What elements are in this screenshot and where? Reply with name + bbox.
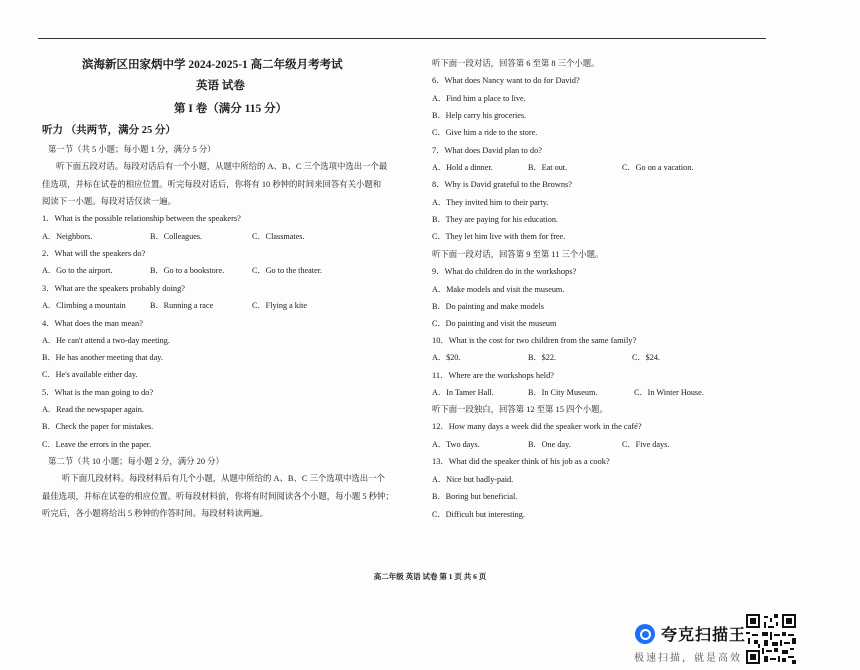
q7-option-a: A．Hold a dinner. [432,163,493,172]
question-6: 6．What does Nancy want to do for David? [432,76,580,85]
listening-heading: 听力 （共两节，满分 25 分） [42,125,176,136]
q1-option-c: C．Classmates. [252,232,305,241]
qr-code-icon [746,614,796,664]
exam-title: 滨海新区田家炳中学 2024-2025-1 高二年级月考考试 [82,59,343,71]
q12-option-a: A．Two days. [432,440,480,449]
q8-option-a: A．They invited him to their party. [432,198,549,207]
question-13: 13．What did the speaker think of his job as a cook? [432,457,610,466]
question-11: 11．Where are the workshops held? [432,371,555,380]
instruction-q9-11: 听下面一段对话，回答第 9 至第 11 三个小题。 [432,250,604,259]
q13-option-c: C．Difficult but interesting. [432,510,525,519]
top-rule [38,38,766,39]
q5-option-a: A．Read the newspaper again. [42,405,144,414]
q11-option-a: A．In Tamer Hall. [432,388,494,397]
q5-option-b: B．Check the paper for mistakes. [42,422,154,431]
part-heading: 第 I 卷（满分 115 分） [174,103,288,115]
q12-option-c: C．Five days. [622,440,670,449]
q13-option-b: B．Boring but beneficial. [432,492,518,501]
q8-option-b: B．They are paying for his education. [432,215,558,224]
question-2: 2．What will the speakers do? [42,249,146,258]
q10-option-c: C．$24. [632,353,660,362]
q11-option-b: B．In City Museum. [528,388,598,397]
section2-heading: 第二节（共 10 小题；每小题 2 分，满分 20 分） [48,457,224,466]
question-9: 9．What do children do in the workshops? [432,267,577,276]
q5-option-c: C．Leave the errors in the paper. [42,440,152,449]
q3-option-c: C．Flying a kite [252,301,308,310]
q7-option-b: B．Eat out. [528,163,568,172]
section1-instruction-1: 听下面五段对话。每段对话后有一个小题，从题中所给的 A、B、C 三个选项中选出一个最 [56,162,388,171]
question-1: 1．What is the possible relationship between the speakers? [42,214,241,223]
section2-instruction-2: 最佳选项，并标在试卷的相应位置。听每段材料前，你将有时间阅读各个小题，每小题 5 秒钟； [42,492,394,501]
brand-slogan: 极速扫描，就是高效 [634,653,742,664]
q6-option-c: C．Give him a ride to the store. [432,128,538,137]
q7-option-c: C．Go on a vacation. [622,163,694,172]
q9-option-c: C．Do painting and visit the museum [432,319,557,328]
section1-heading: 第一节（共 5 小题；每小题 1 分，满分 5 分） [48,145,216,154]
q1-option-b: B．Colleagues. [150,232,203,241]
q2-option-b: B．Go to a bookstore. [150,266,225,275]
q3-option-b: B．Running a race [150,301,214,310]
q8-option-c: C．They let him live with them for free. [432,232,566,241]
q4-option-c: C．He's available either day. [42,370,138,379]
q2-option-a: A．Go to the airport. [42,266,113,275]
section2-instruction-3: 听完后，各小题将给出 5 秒钟的作答时间。每段材料读两遍。 [42,509,269,518]
question-3: 3．What are the speakers probably doing? [42,284,186,293]
q4-option-a: A．He can't attend a two-day meeting. [42,336,170,345]
question-4: 4．What does the man mean? [42,319,143,328]
q13-option-a: A．Nice but badly-paid. [432,475,514,484]
q10-option-b: B．$22. [528,353,556,362]
instruction-q6-8: 听下面一段对话，回答第 6 至第 8 三个小题。 [432,59,600,68]
q6-option-b: B．Help carry his groceries. [432,111,527,120]
q9-option-a: A．Make models and visit the museum. [432,285,565,294]
exam-subject: 英语 试卷 [196,80,245,92]
question-12: 12．How many days a week did the speaker work in the café? [432,422,642,431]
q2-option-c: C．Go to the theater. [252,266,323,275]
question-5: 5．What is the man going to do? [42,388,154,397]
q11-option-c: C．In Winter House. [634,388,704,397]
section1-instruction-3: 阅读下一小题。每段对话仅读一遍。 [42,197,176,206]
scanner-brand [635,622,746,645]
q10-option-a: A．$20. [432,353,461,362]
q6-option-a: A．Find him a place to live. [432,94,526,103]
q4-option-b: B．He has another meeting that day. [42,353,163,362]
page-footer: 高二年级 英语 试卷 第 1 页 共 6 页 [373,572,487,581]
q9-option-b: B．Do painting and make models [432,302,544,311]
question-8: 8．Why is David grateful to the Browns? [432,180,573,189]
q3-option-a: A．Climbing a mountain [42,301,126,310]
question-10: 10．What is the cost for two children from the same family? [432,336,637,345]
q1-option-a: A．Neighbors. [42,232,93,241]
section2-instruction-1: 听下面几段材料。每段材料后有几个小题，从题中所给的 A、B、C 三个选项中选出一个 [62,474,385,483]
q12-option-b: B．One day. [528,440,571,449]
brand-name: 夸克扫描王 [661,627,747,644]
section1-instruction-2: 佳选项，并标在试卷的相应位置。听完每段对话后，你将有 10 秒钟的时间来回答有关小题和 [42,180,382,189]
question-7: 7．What does David plan to do? [432,146,543,155]
quark-logo-icon [635,624,655,644]
instruction-q12-15: 听下面一段独白，回答第 12 至第 15 四个小题。 [432,405,608,414]
